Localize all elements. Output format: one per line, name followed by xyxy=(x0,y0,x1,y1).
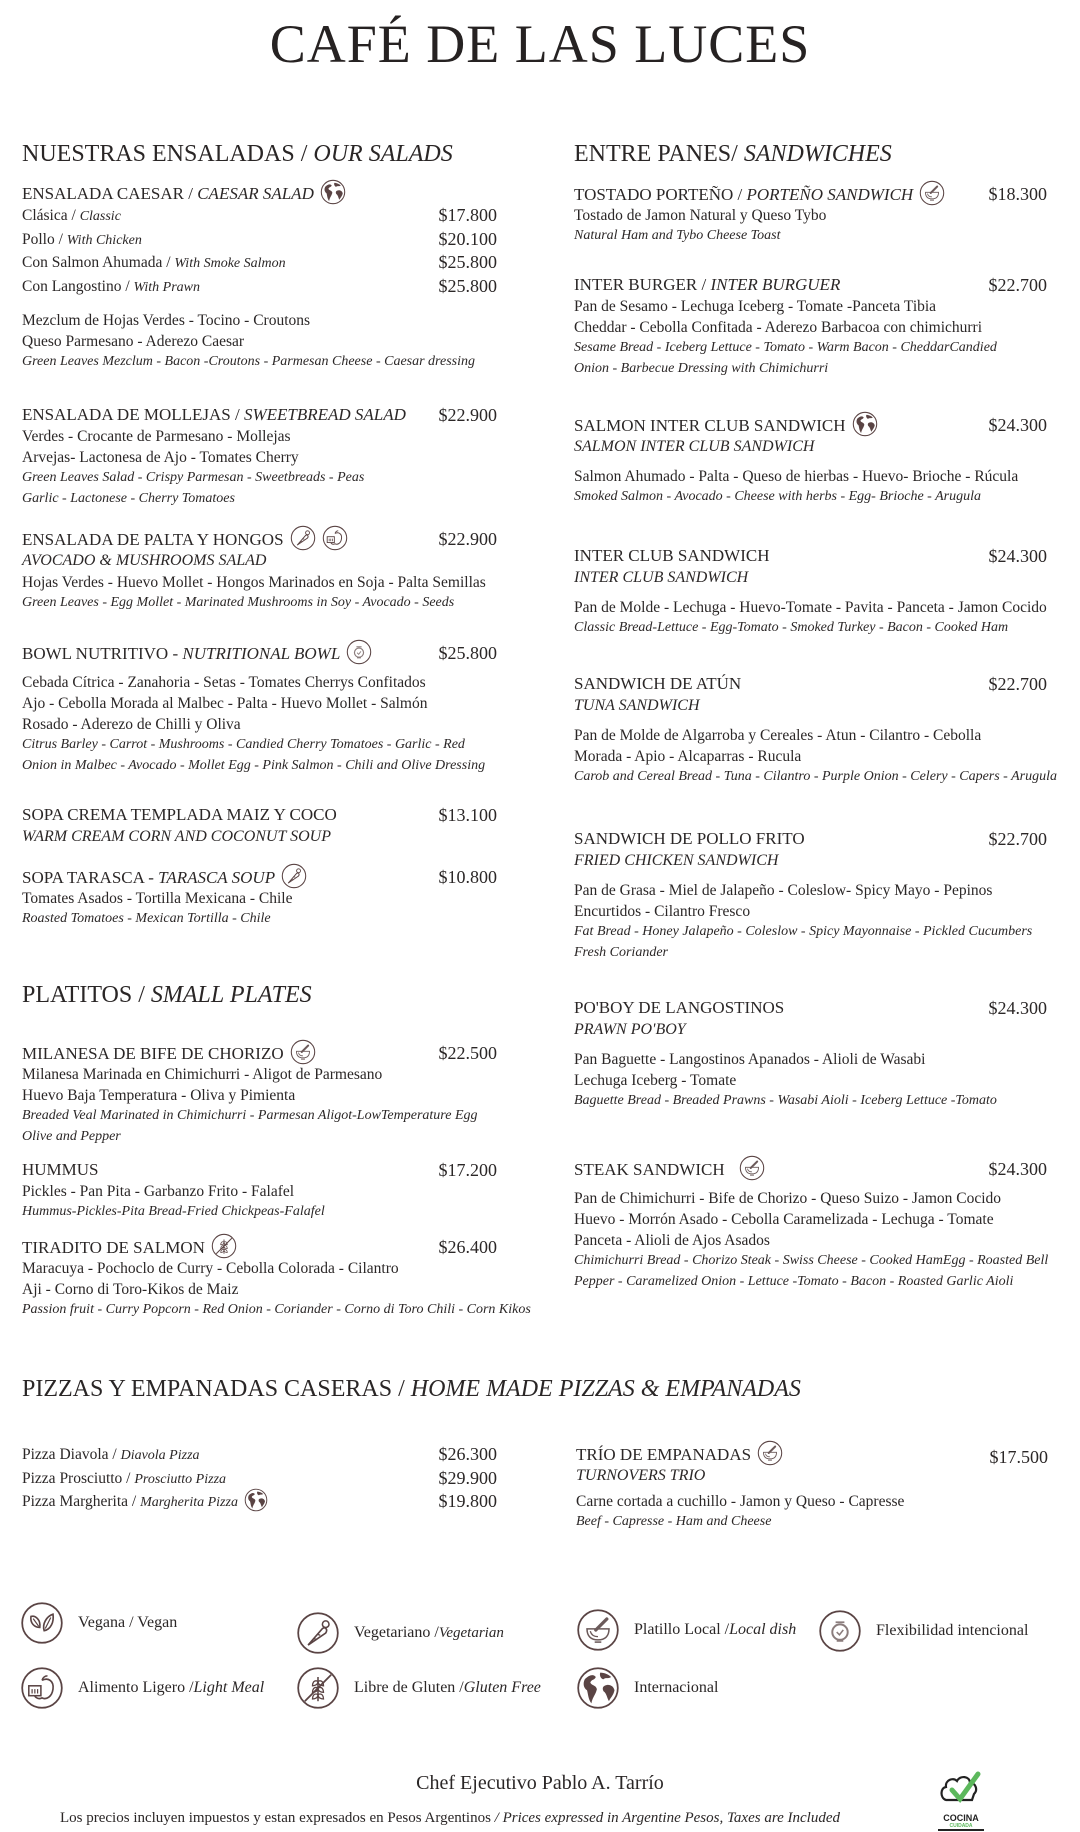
description: Pan Baguette - Langostinos Apanados - Alioli de Wasabi xyxy=(574,1051,926,1068)
item-title xyxy=(22,1042,497,1064)
menu-item-pollo-frito xyxy=(574,828,1047,963)
description-en: Olive and Pepper xyxy=(22,1128,121,1144)
item-title xyxy=(574,1158,1047,1180)
description-en: Breaded Veal Marinated in Chimichurri - Parmesan Aligot-LowTemperature Egg xyxy=(22,1108,478,1123)
heading-es: PIZZAS Y EMPANADAS CASERAS / xyxy=(22,1376,411,1402)
description: Queso Parmesano - Aderezo Caesar xyxy=(22,333,245,350)
description: Pickles - Pan Pita - Garbanzo Frito - Falafel xyxy=(22,1183,295,1200)
legend-label: Vegana / Vegan xyxy=(78,1614,178,1631)
logo-text: COCINA xyxy=(943,1813,979,1823)
price: $25.800 xyxy=(438,275,497,296)
mortar-icon xyxy=(739,1155,765,1181)
pizza-row xyxy=(22,1443,497,1467)
item-title xyxy=(574,828,1047,850)
price: $24.300 xyxy=(988,546,1047,566)
description-en: Chimichurri Bread - Chorizo Steak - Swiss Cheese - Cooked HamEgg - Roasted Bell xyxy=(574,1253,1049,1268)
heading-es: ENTRE PANES/ xyxy=(574,141,744,167)
item-name-es: BOWL NUTRITIVO - xyxy=(22,643,183,663)
leaves-icon xyxy=(20,1601,64,1645)
description-en: Sesame Bread - Iceberg Lettuce - Tomato - Warm Bacon - CheddarCandied xyxy=(574,340,997,355)
item-title xyxy=(22,528,497,550)
legend-item-gluten-free xyxy=(296,1666,541,1710)
chef-credit: Chef Ejecutivo Pablo A. Tarrío xyxy=(416,1772,664,1794)
menu-item-hummus xyxy=(22,1159,497,1223)
description: Arvejas- Lactonesa de Ajo - Tomates Cherry xyxy=(22,449,299,466)
menu-item-sopa-tarasca xyxy=(22,866,497,930)
legend-label-en: Local dish xyxy=(729,1621,797,1638)
menu-item-atun xyxy=(574,673,1057,788)
item-title xyxy=(576,1443,1048,1465)
description-en: Passion fruit - Curry Popcorn - Red Onion - Coriander - Corno di Toro Chili - Corn Kikos xyxy=(22,1302,531,1317)
price: $18.300 xyxy=(988,184,1047,204)
heading-en: HOME MADE PIZZAS & EMPANADAS xyxy=(410,1376,801,1402)
item-name: MILANESA DE BIFE DE CHORIZO xyxy=(22,1043,284,1063)
description: Lechuga Iceberg - Tomate xyxy=(574,1072,737,1089)
description: Cheddar - Cebolla Confitada - Aderezo Barbacoa con chimichurri xyxy=(574,319,983,336)
description: Ajo - Cebolla Morada al Malbec - Palta - Huevo Mollet - Salmón xyxy=(22,695,428,712)
item-name-es: ENSALADA CAESAR / xyxy=(22,183,198,203)
mortar-icon xyxy=(919,180,945,206)
mortar-icon xyxy=(576,1608,620,1652)
description: Verdes - Crocante de Parmesano - Mollejas xyxy=(22,428,291,445)
item-name-es: SANDWICH DE ATÚN xyxy=(574,674,742,693)
price: $19.800 xyxy=(438,1491,497,1511)
pizza-row xyxy=(22,1490,497,1514)
description-en: Green Leaves - Egg Mollet - Marinated Mushrooms in Soy - Avocado - Seeds xyxy=(22,595,455,610)
price-note-es: Los precios incluyen impuestos y estan expresados en Pesos Argentinos xyxy=(60,1810,495,1826)
menu-item-tiradito xyxy=(22,1236,531,1321)
price: $24.300 xyxy=(988,1159,1047,1179)
description: Encurtidos - Cilantro Fresco xyxy=(574,903,751,920)
item-name-es: SALMON INTER CLUB SANDWICH xyxy=(574,415,846,435)
logo-subtext: CUIDADA xyxy=(938,1823,984,1831)
legend-label-en: Light Meal xyxy=(193,1679,265,1696)
description-en: Hummus-Pickles-Pita Bread-Fried Chickpeas-Falafel xyxy=(22,1204,325,1219)
carrot-icon xyxy=(281,863,307,889)
description: Pan de Grasa - Miel de Jalapeño - Coleslow- Spicy Mayo - Pepinos xyxy=(574,882,993,899)
item-title xyxy=(574,414,1047,436)
item-name-en: AVOCADO & MUSHROOMS SALAD xyxy=(22,552,267,569)
menu-item-poboy xyxy=(574,997,1047,1112)
item-name-en: PORTEÑO SANDWICH xyxy=(746,184,914,204)
pizza-name-en: Prosciutto Pizza xyxy=(134,1471,227,1487)
item-name-es: TOSTADO PORTEÑO / xyxy=(574,184,747,204)
description: Aji - Corno di Toro-Kikos de Maiz xyxy=(22,1281,239,1298)
item-title xyxy=(22,404,497,426)
pizza-name-en: Diavola Pizza xyxy=(120,1448,200,1463)
description-en: Smoked Salmon - Avocado - Cheese with herbs - Egg- Brioche - Arugula xyxy=(574,489,981,504)
price: $22.700 xyxy=(988,275,1047,295)
variant-en: Classic xyxy=(79,209,121,224)
mortar-icon xyxy=(757,1440,783,1466)
menu-item-bowl xyxy=(22,642,497,776)
item-name-es: SOPA TARASCA - xyxy=(22,867,159,887)
item-title xyxy=(574,545,1047,567)
price: $22.700 xyxy=(988,829,1047,849)
menu-item-salmon-inter-club xyxy=(574,414,1047,508)
description: Hojas Verdes - Huevo Mollet - Hongos Marinados en Soja - Palta Semillas xyxy=(22,574,486,591)
price: $26.400 xyxy=(438,1237,497,1257)
section-heading-pizzas xyxy=(22,1375,801,1403)
item-name-en: INTER CLUB SANDWICH xyxy=(574,569,749,586)
item-name-en: INTER BURGUER xyxy=(710,275,841,294)
variant-es: Pollo / xyxy=(22,230,67,248)
price-note-en: / Prices expressed in Argentine Pesos, Taxes are Included xyxy=(494,1810,841,1826)
variant-row xyxy=(22,204,497,228)
description-en: Fresh Coriander xyxy=(574,944,668,960)
price: $20.100 xyxy=(438,228,497,249)
legend-item-vegetarian xyxy=(296,1611,504,1655)
legend-label-en: Gluten Free xyxy=(463,1679,541,1696)
price: $25.800 xyxy=(438,643,497,663)
item-name-en: CAESAR SALAD xyxy=(197,183,314,203)
description-en: Onion in Malbec - Avocado - Mollet Egg - Pink Salmon - Chili and Olive Dressing xyxy=(22,757,486,773)
price: $22.900 xyxy=(438,405,497,425)
description: Maracuya - Pochoclo de Curry - Cebolla Colorada - Cilantro xyxy=(22,1260,399,1277)
description: Milanesa Marinada en Chimichurri - Aligot de Parmesano xyxy=(22,1066,383,1083)
item-name-en: FRIED CHICKEN SANDWICH xyxy=(574,852,779,869)
section-heading-small-plates xyxy=(22,981,312,1009)
pizza-name-es: Pizza Diavola / xyxy=(22,1446,121,1463)
menu-item-inter-club xyxy=(574,545,1047,639)
item-title xyxy=(22,804,497,826)
item-name-en: TUNA SANDWICH xyxy=(574,697,700,714)
item-name-en: NUTRITIONAL BOWL xyxy=(182,643,341,663)
item-name-en: SALMON INTER CLUB SANDWICH xyxy=(574,438,815,455)
variant-es: Clásica / xyxy=(22,207,80,224)
description: Cebada Cítrica - Zanahoria - Setas - Tomates Cherrys Confitados xyxy=(22,674,426,691)
apple-scale-icon xyxy=(322,525,348,551)
heading-en: SANDWICHES xyxy=(743,141,892,167)
price: $17.200 xyxy=(438,1160,497,1180)
section-heading-sandwiches xyxy=(574,140,892,168)
globe-icon xyxy=(244,1488,268,1512)
variant-row xyxy=(22,251,497,275)
description: Morada - Apio - Alcaparras - Rucula xyxy=(574,748,802,765)
menu-item-sopa-crema xyxy=(22,804,497,848)
description-en: Green Leaves Mezclum - Bacon -Croutons - Parmesan Cheese - Caesar dressing xyxy=(22,354,475,369)
menu-item-mollejas xyxy=(22,404,497,509)
item-name: HUMMUS xyxy=(22,1160,99,1179)
menu-item-steak-sandwich xyxy=(574,1158,1047,1292)
legend-item-light-meal xyxy=(20,1666,264,1710)
variant-en: With Chicken xyxy=(66,232,142,248)
item-title xyxy=(22,1159,497,1181)
price: $25.800 xyxy=(438,252,497,272)
price: $22.500 xyxy=(438,1043,497,1063)
description: Mezclum de Hojas Verdes - Tocino - Croutons xyxy=(22,312,311,329)
item-title xyxy=(22,1236,497,1258)
item-name-es: SOPA CREMA TEMPLADA MAIZ Y COCO xyxy=(22,805,337,824)
pizza-name-es: Pizza Prosciutto / xyxy=(22,1469,135,1487)
variant-row xyxy=(22,228,497,252)
legend-label: Flexibilidad intencional xyxy=(876,1622,1029,1639)
globe-icon xyxy=(320,179,346,205)
description-en: Fat Bread - Honey Jalapeño - Coleslow - Spicy Mayonnaise - Pickled Cucumbers xyxy=(574,924,1033,939)
description: Carne cortada a cuchillo - Jamon y Queso - Capresse xyxy=(576,1493,905,1510)
menu-item-tostado xyxy=(574,183,1047,247)
description: Pan de Chimichurri - Bife de Chorizo - Queso Suizo - Jamon Cocido xyxy=(574,1190,1002,1207)
legend-label: Libre de Gluten / xyxy=(354,1679,464,1696)
description-en: Onion - Barbecue Dressing with Chimichurri xyxy=(574,360,829,376)
item-name-en: SWEETBREAD SALAD xyxy=(243,405,406,424)
legend-item-flexibility xyxy=(818,1609,1028,1653)
item-name-es: ENSALADA DE PALTA Y HONGOS xyxy=(22,529,284,549)
item-name-es: INTER CLUB SANDWICH xyxy=(574,546,770,565)
item-name-en: TURNOVERS TRIO xyxy=(576,1467,706,1484)
price: $13.100 xyxy=(438,805,497,825)
description: Huevo Baja Temperatura - Oliva y Pimienta xyxy=(22,1087,296,1104)
item-name-en: WARM CREAM CORN AND COCONUT SOUP xyxy=(22,828,331,845)
carrot-icon xyxy=(290,525,316,551)
description: Tostado de Jamon Natural y Queso Tybo xyxy=(574,207,827,224)
item-title xyxy=(574,673,1047,695)
gluten-free-icon xyxy=(211,1233,237,1259)
description-en: Citrus Barley - Carrot - Mushrooms - Candied Cherry Tomatoes - Garlic - Red xyxy=(22,737,465,752)
carrot-icon xyxy=(296,1611,340,1655)
page-title: CAFÉ DE LAS LUCES xyxy=(269,14,811,74)
item-title xyxy=(574,183,1047,205)
description: Pan de Molde de Algarroba y Cereales - Atun - Cilantro - Cebolla xyxy=(574,727,982,744)
item-name: TRÍO DE EMPANADAS xyxy=(576,1444,752,1464)
description: Rosado - Aderezo de Chilli y Oliva xyxy=(22,716,241,733)
price: $17.800 xyxy=(438,205,497,225)
item-name-en: TARASCA SOUP xyxy=(158,867,276,887)
variant-en: With Smoke Salmon xyxy=(174,256,286,271)
variant-es: Con Salmon Ahumada / xyxy=(22,254,175,271)
price: $29.900 xyxy=(438,1467,497,1488)
description-en: Roasted Tomatoes - Mexican Tortilla - Chile xyxy=(22,911,271,926)
legend-label: Alimento Ligero / xyxy=(78,1679,194,1696)
description: Panceta - Alioli de Ajos Asados xyxy=(574,1232,770,1249)
description: Salmon Ahumado - Palta - Queso de hierbas - Huevo- Brioche - Rúcula xyxy=(574,468,1019,485)
item-title xyxy=(22,642,497,664)
item-title xyxy=(574,274,1047,296)
item-title xyxy=(574,997,1047,1019)
heading-es: PLATITOS / xyxy=(22,982,151,1008)
chef-hat-check-icon xyxy=(938,1770,984,1810)
item-name-es: INTER BURGER / xyxy=(574,275,711,294)
menu-item-milanesa xyxy=(22,1042,497,1147)
section-heading-salads xyxy=(22,140,453,168)
item-name-es: STEAK SANDWICH xyxy=(574,1159,725,1179)
apple-scale-icon xyxy=(20,1666,64,1710)
legend-item-vegan xyxy=(20,1601,177,1645)
description-en: Natural Ham and Tybo Cheese Toast xyxy=(574,228,781,243)
legend-label-en: Vegetarian xyxy=(438,1624,504,1641)
legend-label: Vegetariano / xyxy=(354,1624,439,1641)
menu-item-empanadas xyxy=(576,1443,1048,1533)
price-note xyxy=(60,1808,840,1828)
globe-icon xyxy=(576,1666,620,1710)
pizza-row xyxy=(22,1467,497,1491)
description-en: Classic Bread-Lettuce - Egg-Tomato - Smoked Turkey - Bacon - Cooked Ham xyxy=(574,620,1009,635)
description: Tomates Asados - Tortilla Mexicana - Chile xyxy=(22,890,293,907)
legend-item-local-dish xyxy=(576,1608,796,1652)
heading-en: OUR SALADS xyxy=(313,141,453,167)
item-name-es: PO'BOY DE LANGOSTINOS xyxy=(574,998,785,1017)
item-name-es: ENSALADA DE MOLLEJAS / xyxy=(22,405,244,424)
description-en: Carob and Cereal Bread - Tuna - Cilantro - Purple Onion - Celery - Capers - Arugula xyxy=(574,769,1057,784)
legend-label: Platillo Local / xyxy=(634,1621,730,1638)
description: Pan de Molde - Lechuga - Huevo-Tomate - Pavita - Panceta - Jamon Cocido xyxy=(574,599,1047,616)
variant-row xyxy=(22,275,497,299)
description: Pan de Sesamo - Lechuga Iceberg - Tomate -Panceta Tibia xyxy=(574,298,937,315)
clock-icon xyxy=(818,1609,862,1653)
item-title xyxy=(22,182,497,204)
legend-item-international xyxy=(576,1666,718,1710)
gluten-free-icon xyxy=(296,1666,340,1710)
pizza-list xyxy=(22,1443,497,1514)
description-en: Garlic - Lactonese - Cherry Tomatoes xyxy=(22,490,235,506)
item-title xyxy=(22,866,497,888)
price: $17.500 xyxy=(989,1447,1048,1467)
item-name-en: PRAWN PO'BOY xyxy=(574,1021,686,1038)
price: $22.700 xyxy=(988,674,1047,694)
item-name: TIRADITO DE SALMON xyxy=(22,1237,205,1257)
description-en: Green Leaves Salad - Crispy Parmesan - Sweetbreads - Peas xyxy=(22,470,365,485)
variant-en: With Prawn xyxy=(133,279,201,295)
menu-item-inter-burger xyxy=(574,274,1047,379)
price: $10.800 xyxy=(438,867,497,887)
price: $24.300 xyxy=(988,998,1047,1018)
mortar-icon xyxy=(290,1039,316,1065)
legend-label: Internacional xyxy=(634,1679,719,1696)
description-en: Baguette Bread - Breaded Prawns - Wasabi Aioli - Iceberg Lettuce -Tomato xyxy=(574,1093,997,1108)
clock-icon xyxy=(346,639,372,665)
pizza-name-en: Margherita Pizza xyxy=(140,1495,238,1510)
menu-item-caesar xyxy=(22,182,497,373)
globe-icon xyxy=(852,411,878,437)
price: $24.300 xyxy=(988,415,1047,435)
item-name-es: SANDWICH DE POLLO FRITO xyxy=(574,829,805,848)
cocina-cuidada-logo xyxy=(938,1770,984,1828)
price: $26.300 xyxy=(438,1444,497,1464)
description-en: Beef - Capresse - Ham and Cheese xyxy=(576,1514,772,1529)
heading-es: NUESTRAS ENSALADAS / xyxy=(22,141,314,167)
pizza-name-es: Pizza Margherita / xyxy=(22,1493,141,1510)
menu-item-palta-hongos xyxy=(22,528,497,614)
price: $22.900 xyxy=(438,529,497,549)
description-en: Pepper - Caramelized Onion - Lettuce -Tomato - Bacon - Roasted Garlic Aioli xyxy=(574,1273,1014,1289)
variant-es: Con Langostino / xyxy=(22,277,134,295)
description: Huevo - Morrón Asado - Cebolla Caramelizada - Lechuga - Tomate xyxy=(574,1211,994,1228)
heading-en: SMALL PLATES xyxy=(150,982,312,1008)
